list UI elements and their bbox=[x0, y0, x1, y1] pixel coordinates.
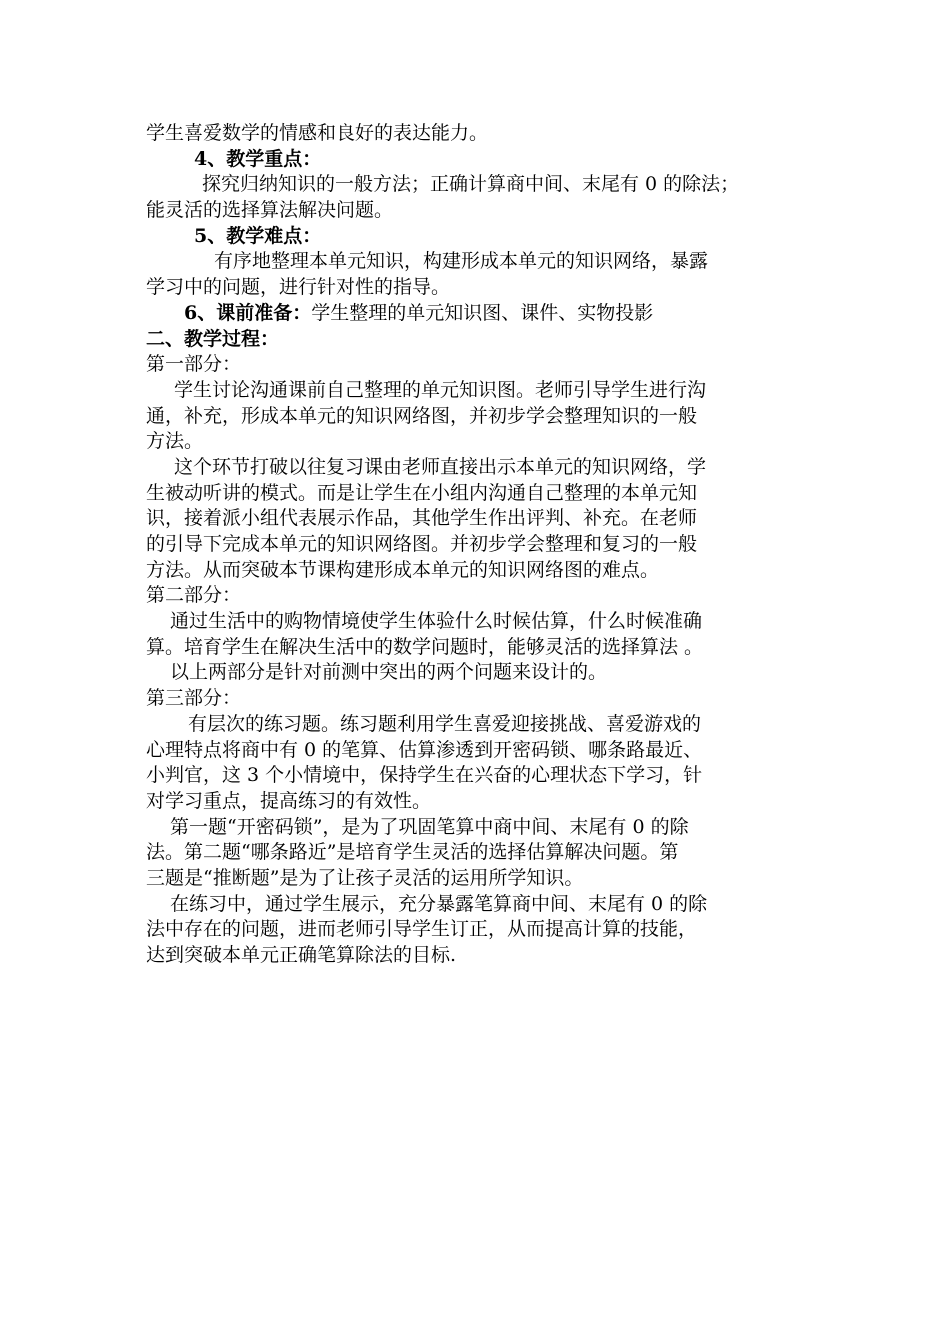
document-page bbox=[146, 121, 814, 969]
part2-heading: 第二部分： bbox=[146, 584, 242, 607]
focus-heading: 4、教学重点： bbox=[194, 147, 322, 170]
difficulty-line-1: 有序地整理本单元知识，构建形成本单元的知识网络，暴露 bbox=[214, 250, 709, 273]
part3-para3-line-2: 法中存在的问题，进而老师引导学生订正，从而提高计算的技能， bbox=[146, 918, 698, 941]
preparation-line bbox=[146, 301, 814, 327]
difficulty-heading: 5、教学难点： bbox=[194, 224, 322, 247]
preparation-heading: 6、课前准备： bbox=[184, 301, 312, 324]
focus-line-1: 探究归纳知识的一般方法；正确计算商中间、末尾有 0 的除法； bbox=[202, 173, 740, 196]
part1-para1-line-3: 方法。 bbox=[146, 430, 204, 453]
part1-para2-line-5: 方法。从而突破本节课构建形成本单元的知识网络图的难点。 bbox=[146, 558, 660, 581]
part1-para1-line-1: 学生讨论沟通课前自己整理的单元知识图。老师引导学生进行沟 bbox=[174, 378, 707, 401]
part1-para1-line-2: 通，补充，形成本单元的知识网络图，并初步学会整理知识的一般 bbox=[146, 404, 698, 427]
part3-para2-line-1: 第一题“开密码锁”，是为了巩固笔算中商中间、末尾有 0 的除 bbox=[170, 815, 689, 838]
part3-para1-line-1: 有层次的练习题。练习题利用学生喜爱迎接挑战、喜爱游戏的 bbox=[188, 712, 702, 735]
part1-para2-line-1: 这个环节打破以往复习课由老师直接出示本单元的知识网络，学 bbox=[174, 455, 707, 478]
part1-para2-line-2: 生被动听讲的模式。而是让学生在小组内沟通自己整理的本单元知 bbox=[146, 481, 698, 504]
part2-para1-line-1: 通过生活中的购物情境使学生体验什么时候估算，什么时候准确 bbox=[170, 610, 703, 633]
intro-line: 学生喜爱数学的情感和良好的表达能力。 bbox=[146, 122, 489, 144]
part3-para2-line-2: 法。第二题“哪条路近”是培育学生灵活的选择估算解决问题。第 bbox=[146, 841, 679, 864]
part2-para1-line-2: 算。培育学生在解决生活中的数学问题时，能够灵活的选择算法 。 bbox=[146, 635, 704, 658]
part3-heading: 第三部分： bbox=[146, 687, 242, 710]
part3-para1-line-4: 对学习重点，提高练习的有效性。 bbox=[146, 789, 432, 812]
focus-line-2: 能灵活的选择算法解决问题。 bbox=[146, 199, 394, 222]
part3-para1-line-3: 小判官，这 3 个小情境中，保持学生在兴奋的心理状态下学习，针 bbox=[146, 764, 703, 787]
part3-para1-line-2: 心理特点将商中有 0 的笔算、估算渗透到开密码锁、哪条路最近、 bbox=[146, 738, 703, 761]
part3-para2-line-3: 三题是“推断题”是为了让孩子灵活的运用所学知识。 bbox=[146, 866, 584, 889]
part1-para2-line-3: 识，接着派小组代表展示作品，其他学生作出评判、补充。在老师 bbox=[146, 507, 698, 530]
part2-para2-line-1: 以上两部分是针对前测中突出的两个问题来设计的。 bbox=[170, 661, 608, 684]
part1-para2-line-4: 的引导下完成本单元的知识网络图。并初步学会整理和复习的一般 bbox=[146, 533, 698, 555]
part3-para3-line-1: 在练习中，通过学生展示，充分暴露笔算商中间、末尾有 0 的除 bbox=[170, 892, 708, 915]
preparation-text: 学生整理的单元知识图、课件、实物投影 bbox=[311, 301, 654, 324]
part1-heading: 第一部分： bbox=[146, 353, 242, 376]
part3-para3-line-3: 达到突破本单元正确笔算除法的目标. bbox=[146, 944, 457, 966]
process-heading: 二、教学过程： bbox=[146, 327, 280, 350]
difficulty-line-2: 学习中的问题，进行针对性的指导。 bbox=[146, 276, 451, 299]
